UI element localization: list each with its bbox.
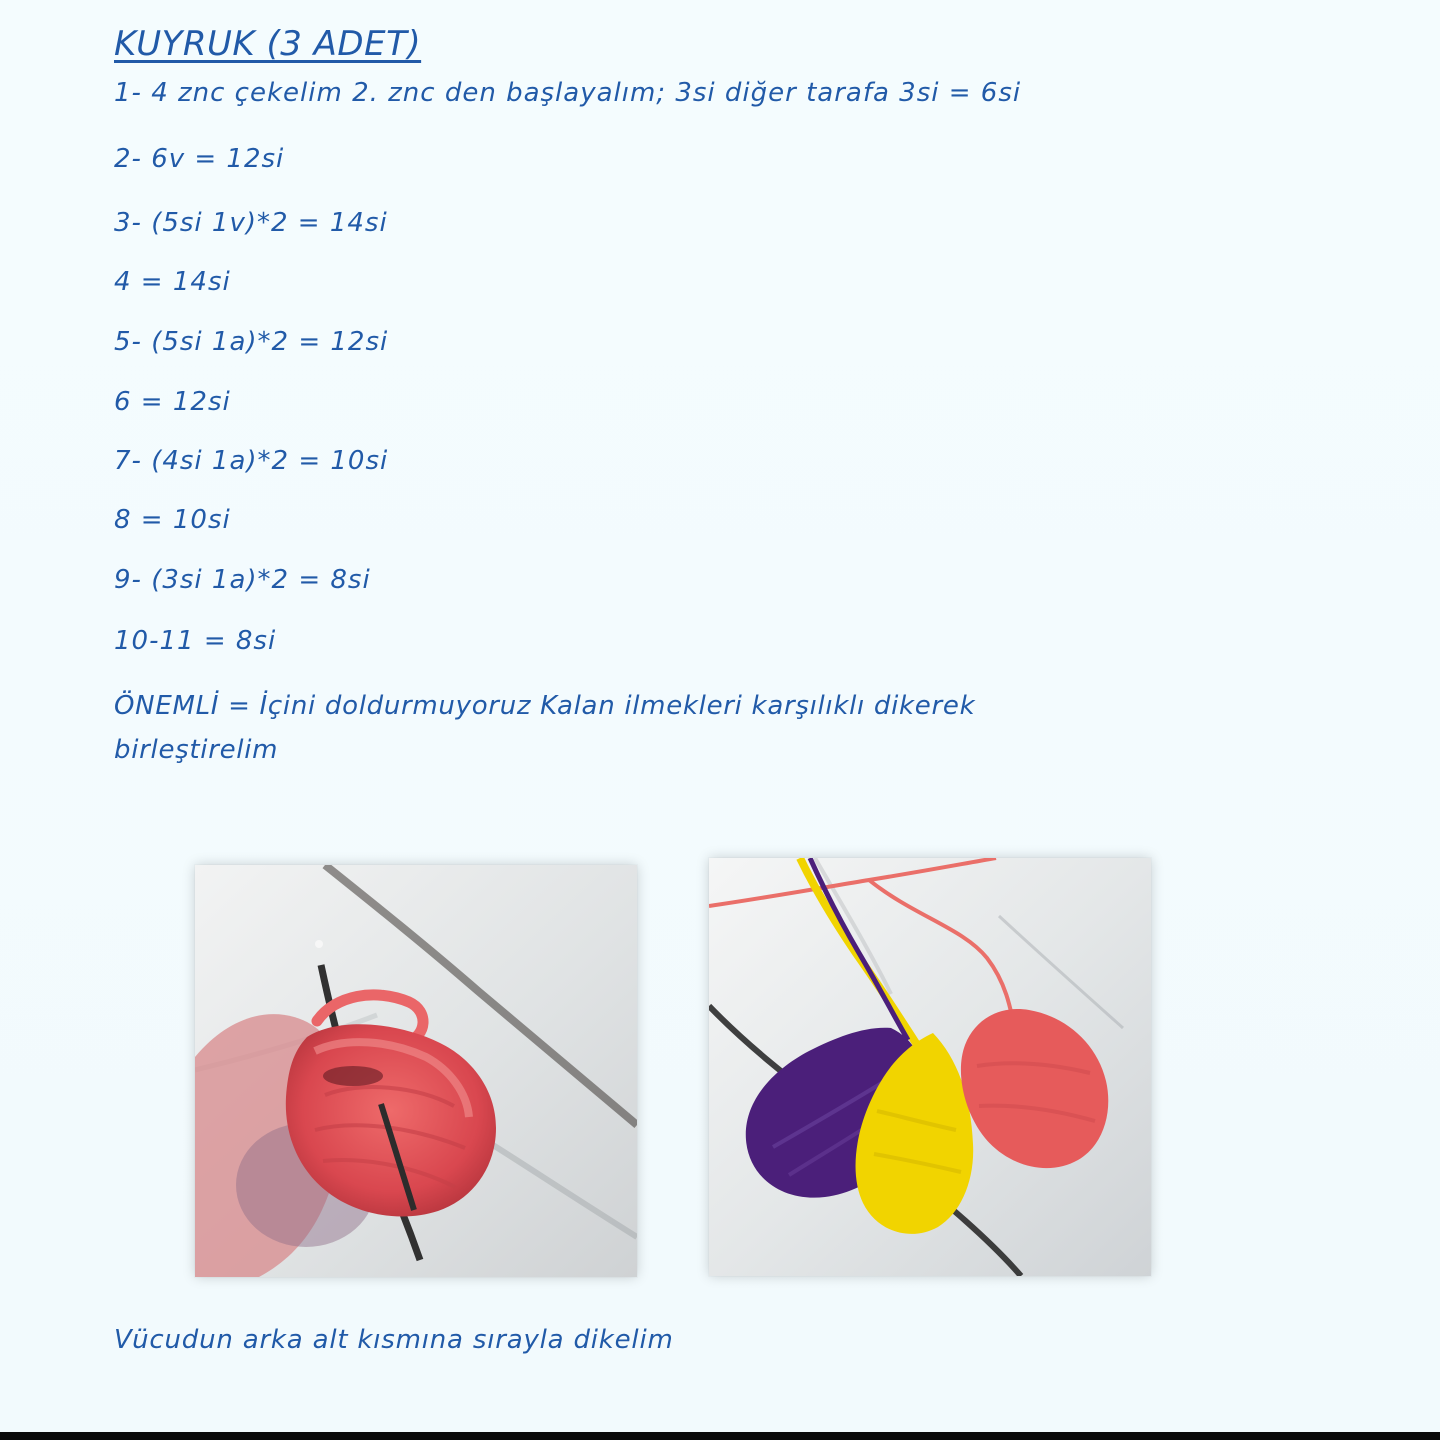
step-line: 7- (4si 1a)*2 = 10si [114, 446, 389, 476]
step-line: 6 = 12si [114, 387, 231, 417]
step-line: 1- 4 znc çekelim 2. znc den başlayalım; 3si diğer tarafa 3si = 6si [114, 78, 1022, 108]
coral-tail-needle-photo [195, 865, 637, 1277]
coral-tail-needle-illustration [195, 865, 637, 1277]
tail-opening [323, 1066, 383, 1086]
step-line: 3- (5si 1v)*2 = 14si [114, 208, 388, 238]
step-line: 2- 6v = 12si [114, 144, 285, 174]
page-title: KUYRUK (3 ADET) [114, 24, 422, 64]
three-tails-illustration [709, 858, 1151, 1276]
step-line: 10-11 = 8si [114, 626, 277, 656]
step-line: 9- (3si 1a)*2 = 8si [114, 565, 371, 595]
three-colored-tails-photo [709, 858, 1151, 1276]
needle-tip-highlight [315, 940, 323, 948]
bottom-border [0, 1432, 1440, 1440]
caption-text: Vücudun arka alt kısmına sırayla dikelim [114, 1325, 674, 1355]
step-line: 8 = 10si [114, 505, 231, 535]
step-line: 5- (5si 1a)*2 = 12si [114, 327, 389, 357]
important-note: ÖNEMLİ = İçini doldurmuyoruz Kalan ilmekleri karşılıklı dikerek birleştirelim [114, 691, 976, 765]
step-line: 4 = 14si [114, 267, 231, 297]
